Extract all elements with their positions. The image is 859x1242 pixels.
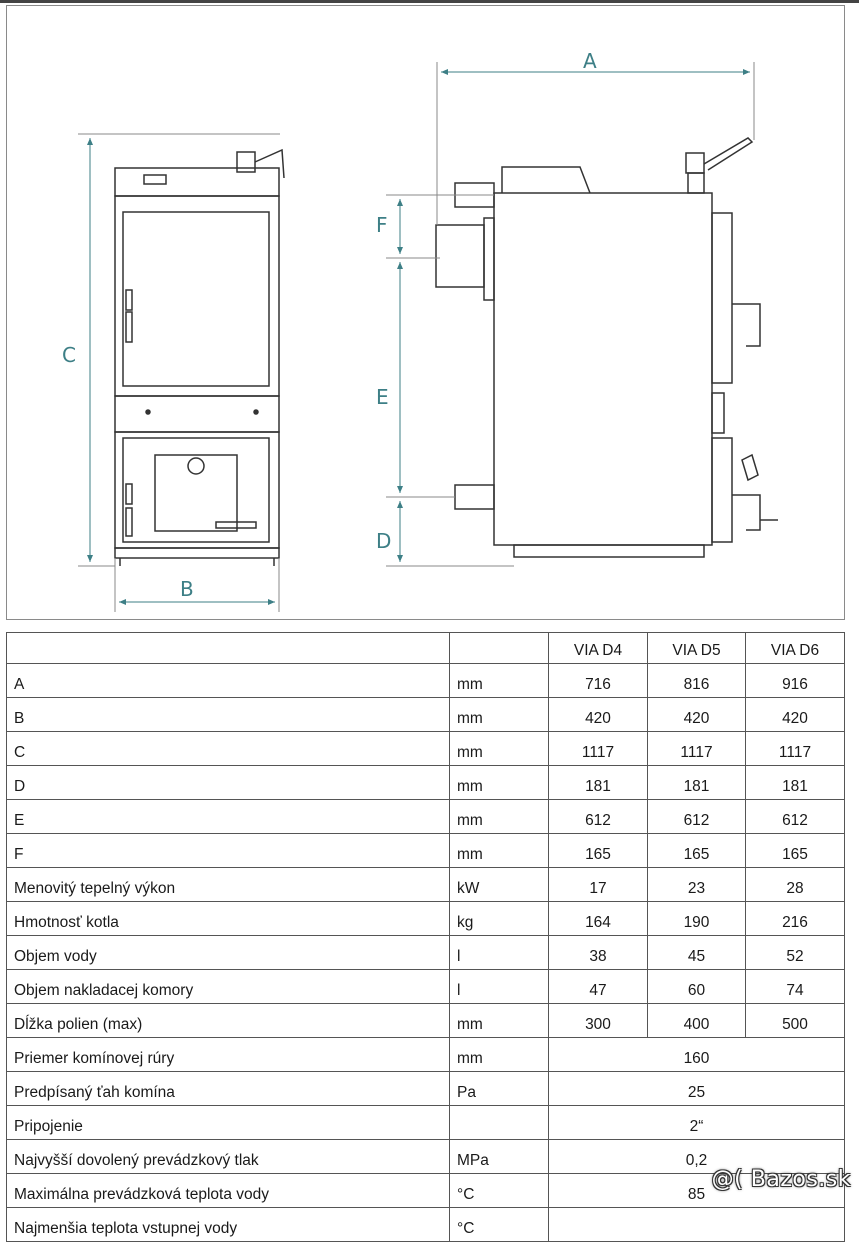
- row-value-via-d4: 47: [549, 970, 648, 1004]
- row-value-via-d5: 45: [648, 936, 746, 970]
- front-lower-door: [123, 438, 269, 542]
- row-value-via-d5: 60: [648, 970, 746, 1004]
- row-value-via-d4: 612: [549, 800, 648, 834]
- row-value-all-models: [549, 1208, 845, 1242]
- table-row: [7, 732, 845, 766]
- side-valve: [686, 153, 704, 173]
- row-value-via-d5: 1117: [648, 732, 746, 766]
- row-label: Dĺžka polien (max): [7, 1004, 450, 1038]
- table-row: [7, 1004, 845, 1038]
- side-upper-handle: [732, 304, 760, 346]
- row-label: A: [7, 664, 450, 698]
- row-value-via-d5: 23: [648, 868, 746, 902]
- front-ash-handle: [216, 522, 256, 528]
- side-lever: [704, 138, 752, 170]
- side-middle-band: [712, 393, 724, 433]
- row-label: Menovitý tepelný výkon: [7, 868, 450, 902]
- side-valve-body: [688, 173, 704, 193]
- row-unit: mm: [450, 834, 549, 868]
- row-unit: Pa: [450, 1072, 549, 1106]
- row-value-via-d6: 420: [746, 698, 845, 732]
- front-air-regulator: [188, 458, 204, 474]
- row-unit: mm: [450, 698, 549, 732]
- table-row: [7, 868, 845, 902]
- row-label: Pripojenie: [7, 1106, 450, 1140]
- front-upper-hinge: [126, 290, 132, 310]
- row-value-via-d6: 1117: [746, 732, 845, 766]
- row-value-via-d4: 181: [549, 766, 648, 800]
- row-unit: l: [450, 936, 549, 970]
- front-screw-right: [254, 410, 258, 414]
- side-upper-door: [712, 213, 732, 383]
- row-label: F: [7, 834, 450, 868]
- row-unit: mm: [450, 1004, 549, 1038]
- row-label: Hmotnosť kotla: [7, 902, 450, 936]
- header-empty-unit: [450, 633, 549, 664]
- table-row: [7, 698, 845, 732]
- side-base: [514, 545, 704, 557]
- side-air-regulator: [742, 455, 758, 480]
- table-row: [7, 664, 845, 698]
- table-row: [7, 1106, 845, 1140]
- row-label: Objem vody: [7, 936, 450, 970]
- front-upper-handle: [126, 312, 132, 342]
- dimension-e-label: E: [376, 385, 389, 409]
- table-row: [7, 1072, 845, 1106]
- front-ash-door: [155, 455, 237, 531]
- row-unit: l: [450, 970, 549, 1004]
- row-unit: mm: [450, 732, 549, 766]
- header-via-d4: VIA D4: [549, 633, 648, 664]
- front-base: [115, 548, 279, 558]
- side-view: [436, 138, 778, 557]
- row-unit: [450, 1106, 549, 1140]
- dimension-f-label: F: [376, 213, 388, 237]
- row-label: Najvyšší dovolený prevádzkový tlak: [7, 1140, 450, 1174]
- row-value-via-d4: 165: [549, 834, 648, 868]
- table-row: [7, 834, 845, 868]
- table-row: [7, 936, 845, 970]
- front-body-upper: [115, 196, 279, 396]
- side-lower-handle: [732, 495, 760, 530]
- front-screw-left: [146, 410, 150, 414]
- row-label: C: [7, 732, 450, 766]
- row-label: B: [7, 698, 450, 732]
- row-unit: kW: [450, 868, 549, 902]
- row-value-via-d4: 17: [549, 868, 648, 902]
- row-unit: kg: [450, 902, 549, 936]
- row-value-via-d6: 500: [746, 1004, 845, 1038]
- row-label: Objem nakladacej komory: [7, 970, 450, 1004]
- row-value-via-d4: 300: [549, 1004, 648, 1038]
- row-unit: °C: [450, 1208, 549, 1242]
- side-lower-door: [712, 438, 732, 542]
- side-flue-collar: [484, 218, 494, 300]
- row-value-all-models: 2“: [549, 1106, 845, 1140]
- row-value-via-d5: 612: [648, 800, 746, 834]
- row-value-via-d6: 74: [746, 970, 845, 1004]
- row-label: Maximálna prevádzková teplota vody: [7, 1174, 450, 1208]
- row-value-via-d5: 181: [648, 766, 746, 800]
- row-value-via-d6: 612: [746, 800, 845, 834]
- front-lower-handle: [126, 508, 132, 536]
- table-row: [7, 766, 845, 800]
- specification-table: [6, 632, 845, 1242]
- row-value-all-models: 160: [549, 1038, 845, 1072]
- bazos-watermark: @( Bazos.sk: [711, 1167, 851, 1192]
- row-label: D: [7, 766, 450, 800]
- header-empty-label: [7, 633, 450, 664]
- row-value-via-d5: 816: [648, 664, 746, 698]
- row-value-via-d5: 420: [648, 698, 746, 732]
- dimension-a-label: A: [583, 49, 597, 73]
- dimension-b-label: B: [180, 577, 194, 601]
- header-via-d6: VIA D6: [746, 633, 845, 664]
- row-value-via-d5: 400: [648, 1004, 746, 1038]
- table-row: [7, 1038, 845, 1072]
- front-view: [115, 150, 284, 566]
- row-value-all-models: 85: [549, 1174, 845, 1208]
- front-feet: [120, 558, 274, 566]
- front-valve: [237, 152, 255, 172]
- row-value-via-d6: 52: [746, 936, 845, 970]
- row-value-via-d6: 916: [746, 664, 845, 698]
- dimension-d-label: D: [376, 529, 392, 553]
- table-row: [7, 902, 845, 936]
- table-row: [7, 1208, 845, 1242]
- row-unit: mm: [450, 664, 549, 698]
- row-value-all-models: 0,2: [549, 1140, 845, 1174]
- row-value-all-models: 25: [549, 1072, 845, 1106]
- row-unit: °C: [450, 1174, 549, 1208]
- row-value-via-d4: 716: [549, 664, 648, 698]
- row-value-via-d6: 28: [746, 868, 845, 902]
- row-label: Priemer komínovej rúry: [7, 1038, 450, 1072]
- row-value-via-d4: 164: [549, 902, 648, 936]
- side-top-hood: [502, 167, 590, 193]
- side-body: [494, 193, 712, 545]
- side-flue-pipe: [436, 225, 484, 287]
- row-unit: MPa: [450, 1140, 549, 1174]
- row-label: Najmenšia teplota vstupnej vody: [7, 1208, 450, 1242]
- row-label: Predpísaný ťah komína: [7, 1072, 450, 1106]
- side-lower-pipe: [455, 485, 494, 509]
- row-value-via-d5: 190: [648, 902, 746, 936]
- front-upper-door: [123, 212, 269, 386]
- table-header-row: [7, 633, 845, 664]
- row-unit: mm: [450, 766, 549, 800]
- front-lower-hinge: [126, 484, 132, 504]
- header-via-d5: VIA D5: [648, 633, 746, 664]
- row-value-via-d4: 420: [549, 698, 648, 732]
- row-value-via-d6: 216: [746, 902, 845, 936]
- row-value-via-d6: 181: [746, 766, 845, 800]
- row-value-via-d4: 38: [549, 936, 648, 970]
- row-value-via-d6: 165: [746, 834, 845, 868]
- table-row: [7, 970, 845, 1004]
- row-unit: mm: [450, 800, 549, 834]
- row-value-via-d5: 165: [648, 834, 746, 868]
- front-thermometer: [144, 175, 166, 184]
- row-unit: mm: [450, 1038, 549, 1072]
- row-value-via-d4: 1117: [549, 732, 648, 766]
- row-label: E: [7, 800, 450, 834]
- table-row: [7, 800, 845, 834]
- dimension-c-label: C: [62, 343, 76, 367]
